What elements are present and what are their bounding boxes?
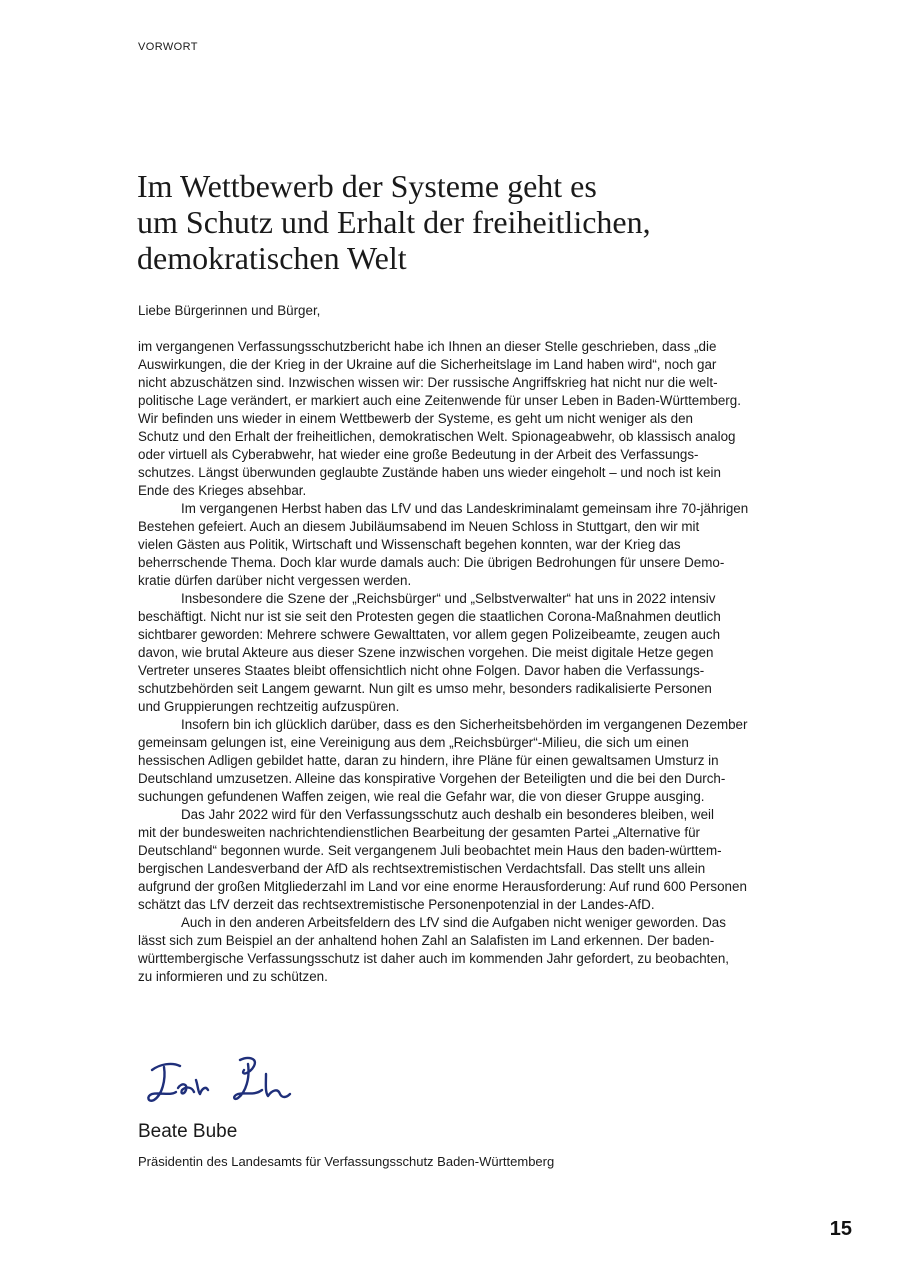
body-line: vielen Gästen aus Politik, Wirtschaft und Wissenschaft begehen konnten, war der Krieg das [138, 537, 681, 552]
body-line: bergischen Landesverband der AfD als rechtsextremistischen Verdachtsfall. Das stellt uns allein [138, 861, 706, 876]
body-line: schutzbehörden seit Langem gewarnt. Nun gilt es umso mehr, besonders radikalisierte Personen [138, 681, 712, 696]
signer-name: Beate Bube [138, 1121, 238, 1142]
body-line: beherrschende Thema. Doch klar wurde damals auch: Die übrigen Bedrohungen für unsere Demo- [138, 555, 725, 570]
salutation: Liebe Bürgerinnen und Bürger, [138, 303, 321, 318]
body-line: Deutschland“ begonnen wurde. Seit vergangenem Juli beobachtet mein Haus den baden-württem- [138, 843, 722, 858]
body-line: beschäftigt. Nicht nur ist sie seit den Protesten gegen die staatlichen Corona-Maßnahmen deutlich [138, 609, 721, 624]
body-line: davon, wie brutal Akteure aus dieser Szene inzwischen vorgehen. Die meist digitale Hetze gegen [138, 645, 714, 660]
body-line: schätzt das LfV derzeit das rechtsextremistische Personenpotenzial in der Landes-AfD. [138, 897, 655, 912]
body-line: Insofern bin ich glücklich darüber, dass es den Sicherheitsbehörden im vergangenen Dezember [181, 717, 748, 732]
body-line: zu informieren und zu schützen. [138, 969, 328, 984]
body-line: Das Jahr 2022 wird für den Verfassungsschutz auch deshalb ein besonderes bleiben, weil [181, 807, 714, 822]
body-line: Im vergangenen Herbst haben das LfV und das Landeskriminalamt gemeinsam ihre 70-jährigen [181, 501, 749, 516]
body-line: Vertreter unseres Staates bleibt offensichtlich nicht ohne Folgen. Davor haben die Verfassungs- [138, 663, 705, 678]
body-line: gemeinsam gelungen ist, eine Vereinigung aus dem „Reichsbürger“-Milieu, die sich um einen [138, 735, 689, 750]
body-line: Bestehen gefeiert. Auch an diesem Jubiläumsabend im Neuen Schloss in Stuttgart, den wir mit [138, 519, 700, 534]
page-number: 15 [829, 1218, 852, 1240]
body-line: lässt sich zum Beispiel an der anhaltend hohen Zahl an Salafisten im Land erkennen. Der baden- [138, 933, 715, 948]
body-line: hessischen Adligen gebildet hatte, daran zu hindern, ihre Pläne für einen gewaltsamen Umsturz in [138, 753, 719, 768]
body-line: sichtbarer geworden: Mehrere schwere Gewalttaten, vor allem gegen Polizeibeamte, zeugen auch [138, 627, 721, 642]
body-line: mit der bundesweiten nachrichtendienstlichen Bearbeitung der gesamten Partei „Alternative für [138, 825, 700, 840]
title-line: Im Wettbewerb der Systeme geht es [137, 168, 597, 204]
body-line: nicht abzuschätzen sind. Inzwischen wissen wir: Der russische Angriffskrieg hat nicht nur die welt- [138, 375, 718, 390]
body-line: Deutschland umzusetzen. Alleine das konspirative Vorgehen der Beteiligten und die bei den Durch- [138, 771, 726, 786]
page-title [137, 168, 777, 276]
section-label: VORWORT [138, 41, 198, 53]
body-line: aufgrund der großen Mitgliederzahl im Land vor eine enorme Herausforderung: Auf rund 600 Personen [138, 879, 747, 894]
body-line: Ende des Krieges absehbar. [138, 483, 307, 498]
body-line: Schutz und den Erhalt der freiheitlichen, demokratischen Welt. Spionageabwehr, ob klassisch analog [138, 429, 736, 444]
body-line: württembergische Verfassungsschutz ist daher auch im kommenden Jahr gefordert, zu beobachten, [138, 951, 729, 966]
body-line: suchungen gefundenen Waffen zeigen, wie real die Gefahr war, die von dieser Gruppe ausging. [138, 789, 705, 804]
body-line: Auch in den anderen Arbeitsfeldern des LfV sind die Aufgaben nicht weniger geworden. Das [181, 915, 726, 930]
letter-body [138, 338, 802, 986]
body-line: Auswirkungen, die der Krieg in der Ukraine auf die Sicherheitslage im Land haben wird“, noch gar [138, 357, 717, 372]
body-line: im vergangenen Verfassungsschutzbericht habe ich Ihnen an dieser Stelle geschrieben, dass „die [138, 339, 717, 354]
signer-role: Präsidentin des Landesamts für Verfassungsschutz Baden-Württemberg [138, 1154, 555, 1169]
title-line: um Schutz und Erhalt der freiheitlichen, [137, 204, 651, 240]
body-line: oder virtuell als Cyberabwehr, hat wieder eine große Bedeutung in der Arbeit des Verfassungs- [138, 447, 699, 462]
body-line: kratie dürfen darüber nicht vergessen werden. [138, 573, 412, 588]
body-line: Insbesondere die Szene der „Reichsbürger“ und „Selbstverwalter“ hat uns in 2022 intensiv [181, 591, 716, 606]
body-line: und Gruppierungen rechtzeitig aufzuspüren. [138, 699, 400, 714]
body-line: Wir befinden uns wieder in einem Wettbewerb der Systeme, es geht um nicht weniger als den [138, 411, 693, 426]
body-line: schutzes. Längst überwunden geglaubte Zustände haben uns wieder eingeholt – und noch ist kein [138, 465, 721, 480]
handwritten-signature [140, 1040, 340, 1116]
title-line: demokratischen Welt [137, 240, 407, 276]
body-line: politische Lage verändert, er markiert auch eine Zeitenwende für unser Leben in Baden-Württemberg. [138, 393, 741, 408]
